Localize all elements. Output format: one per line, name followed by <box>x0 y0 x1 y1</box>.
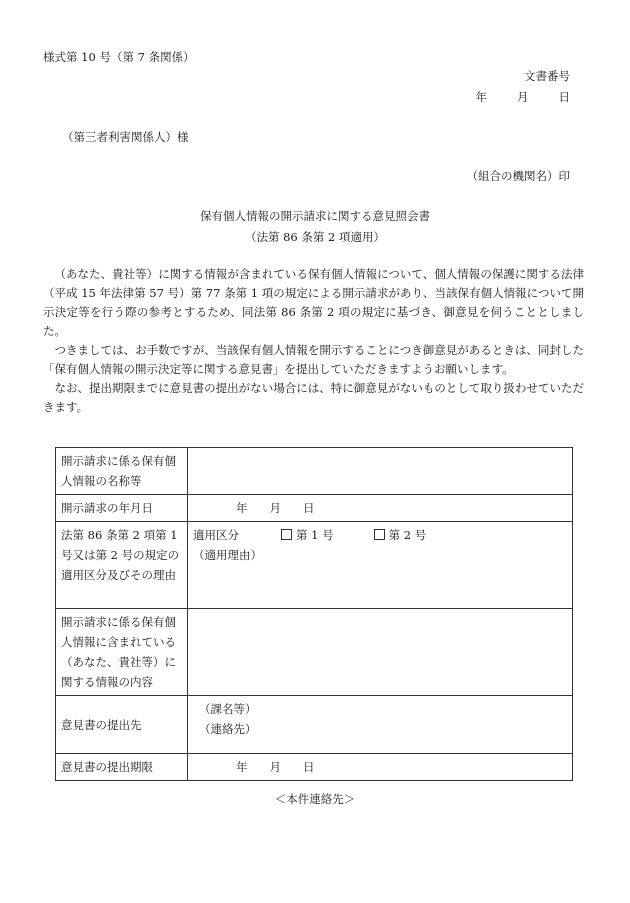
option-item-2[interactable] <box>374 525 427 545</box>
request-date-field[interactable] <box>188 495 573 522</box>
document-title: 保有個人情報の開示請求に関する意見照会書 <box>200 209 430 223</box>
addressee: （第三者利害関係人）様 <box>62 130 189 144</box>
section-name-label: （課名等） <box>199 702 257 716</box>
issue-date <box>476 89 571 107</box>
option-label-1: 第 1 号 <box>296 528 334 542</box>
request-date-month: 月 <box>269 501 281 515</box>
request-date-label: 開示請求の年月日 <box>56 495 188 522</box>
document-number: 文書番号 <box>524 69 570 83</box>
deadline-month: 月 <box>269 760 281 774</box>
deadline-field[interactable] <box>188 754 573 781</box>
submission-address-field <box>188 696 573 754</box>
info-content-field[interactable] <box>188 609 573 696</box>
checkbox-icon[interactable] <box>374 529 385 540</box>
body-paragraph-3: なお、提出期限までに意見書の提出がない場合には、特に御意見がないものとして取り扱わせていただきます。 <box>43 381 584 414</box>
deadline-year: 年 <box>236 760 248 774</box>
checkbox-icon[interactable] <box>281 529 292 540</box>
body-text <box>43 265 584 417</box>
info-name-field[interactable] <box>188 448 573 495</box>
info-name-label: 開示請求に係る保有個人情報の名称等 <box>56 448 188 495</box>
submission-address-label: 意見書の提出先 <box>56 696 188 754</box>
issue-date-month: 月 <box>517 90 529 104</box>
contact-heading: ＜本件連絡先＞ <box>274 792 356 806</box>
category-label: 適用区分 <box>193 528 239 542</box>
document-subtitle: （法第 86 条第 2 項適用） <box>244 230 386 244</box>
info-content-label: 開示請求に係る保有個人情報に含まれている（あなた、貴社等）に関する情報の内容 <box>56 609 188 696</box>
table-row <box>56 696 573 754</box>
table-row <box>56 522 573 609</box>
issue-date-day: 日 <box>558 90 570 104</box>
request-date-day: 日 <box>303 501 315 515</box>
table-row <box>56 448 573 495</box>
application-category-label: 法第 86 条第 2 項第 1 号又は第 2 号の規定の適用区分及びその理由 <box>56 522 188 609</box>
table-row <box>56 609 573 696</box>
option-item-1[interactable] <box>281 525 334 545</box>
table-row <box>56 754 573 781</box>
option-label-2: 第 2 号 <box>388 528 427 542</box>
body-paragraph-1: （あなた、貴社等）に関する情報が含まれている保有個人情報について、個人情報の保護に関する法律（平成 15 年法律第 57 号）第 77 条第 1 項の規定による開示請求があり、当該保有個人情報について開示決定等を行う際の参考とするため、同法第 86 条第 2 項の規定に基づき、御意見を伺うこととしました。 <box>43 267 584 338</box>
application-category-field <box>188 522 573 609</box>
request-date-year: 年 <box>236 501 248 515</box>
issue-date-year: 年 <box>475 90 487 104</box>
reason-label: （適用理由） <box>193 548 262 562</box>
table-row <box>56 495 573 522</box>
contact-label: （連絡先） <box>199 722 257 736</box>
sender-seal: （組合の機関名）印 <box>466 169 570 183</box>
body-paragraph-2: つきましては、お手数ですが、当該保有個人情報を開示することにつき御意見があるときは、同封した「保有個人情報の開示決定等に関する意見書」を提出していただきますようお願いします。 <box>43 343 584 376</box>
form-number: 様式第 10 号（第 7 条関係） <box>43 50 195 64</box>
request-info-table <box>55 447 573 781</box>
deadline-label: 意見書の提出期限 <box>56 754 188 781</box>
deadline-day: 日 <box>303 760 315 774</box>
